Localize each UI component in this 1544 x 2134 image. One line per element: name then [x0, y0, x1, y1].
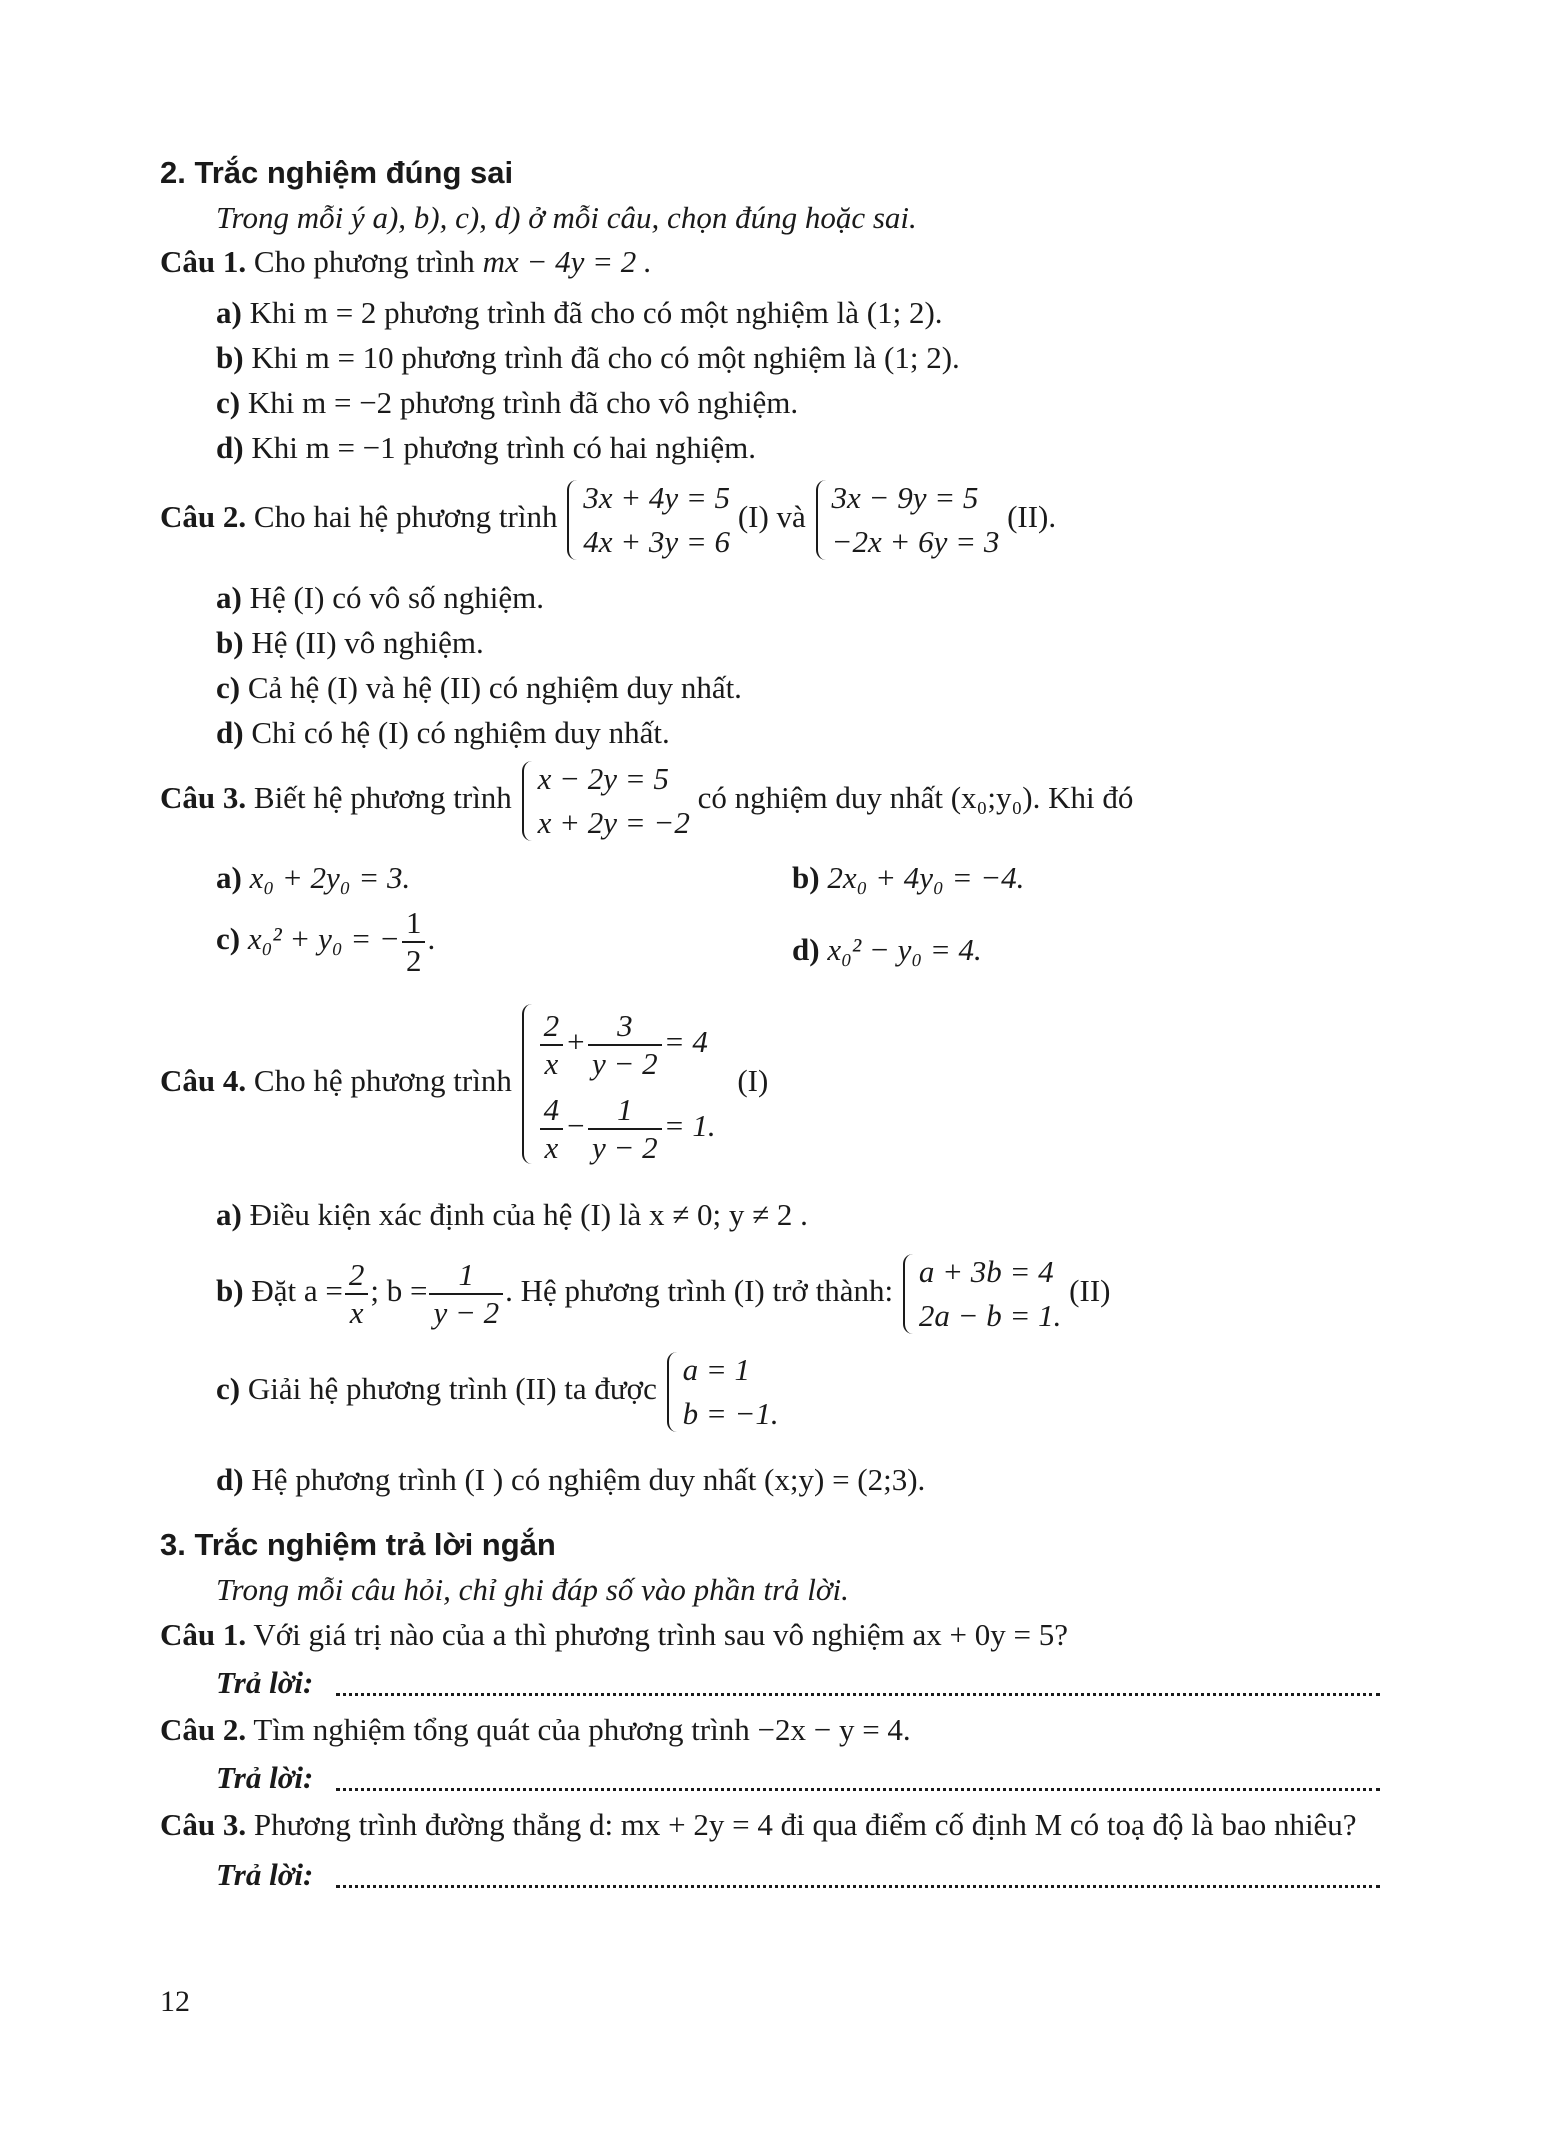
q2-label: Câu 2.: [160, 499, 247, 535]
option-text: x₀ + 2y₀ = 3.: [249, 860, 411, 895]
fraction-numerator: 4: [540, 1092, 564, 1130]
fraction-denominator: y − 2: [592, 1129, 658, 1165]
system-row: 2a − b = 1.: [918, 1298, 1062, 1333]
system-row: a = 1: [682, 1352, 751, 1387]
option-label: a): [216, 295, 242, 330]
option-text: Đặt a =: [251, 1273, 343, 1309]
fraction-denominator: y − 2: [433, 1295, 500, 1330]
fraction-numerator: 1: [402, 905, 426, 943]
option-label: a): [216, 860, 242, 895]
option-label: a): [216, 1197, 242, 1232]
s3-q2-answer-label: Trả lời:: [216, 1760, 314, 1795]
option-text: Khi m = 2 phương trình đã cho có một nghiệm là (1; 2).: [249, 295, 943, 330]
q2-option-b: [216, 623, 484, 663]
option-text: ; b =: [370, 1273, 428, 1309]
q4-system-row-1: [538, 1000, 716, 1084]
q4-tag: (I): [737, 1063, 769, 1099]
q2-option-c: [216, 668, 742, 708]
fraction-denominator: x: [544, 1045, 559, 1081]
q4-c-system: [665, 1348, 779, 1436]
option-text: 2x₀ + 4y₀ = −4.: [827, 860, 1025, 895]
q3-label: Câu 3.: [160, 780, 247, 816]
option-text: . Hệ phương trình (I) trở thành:: [505, 1273, 894, 1309]
fraction: [588, 1092, 662, 1166]
q4-system: [520, 1000, 716, 1168]
q1-option-c: [216, 383, 798, 423]
option-text: Cả hệ (I) và hệ (II) có nghiệm duy nhất.: [247, 670, 742, 705]
system-row: x + 2y = −2: [537, 805, 690, 840]
option-text: Hệ phương trình (I ) có nghiệm duy nhất (x;y) = (2;3).: [251, 1462, 926, 1497]
option-end: .: [427, 921, 436, 957]
q2-option-d: [216, 713, 670, 753]
option-text: Khi m = 10 phương trình đã cho có một nghiệm là (1; 2).: [251, 340, 960, 375]
option-label: d): [216, 715, 244, 750]
fraction: [540, 1008, 564, 1082]
option-label: c): [216, 921, 241, 957]
section-3-instruction: Trong mỗi câu hỏi, chỉ ghi đáp số vào phần trả lời.: [216, 1572, 849, 1607]
fraction-denominator: y − 2: [592, 1045, 658, 1081]
q2-system-1: [565, 476, 730, 564]
option-label: c): [216, 1371, 241, 1407]
q4-label: Câu 4.: [160, 1063, 247, 1099]
system-row: b = −1.: [682, 1396, 779, 1431]
question-text: Với giá trị nào của a thì phương trình sau vô nghiệm ax + 0y = 5?: [253, 1617, 1068, 1652]
fraction: [345, 1257, 369, 1331]
s3-q1-answer-line[interactable]: [336, 1693, 1380, 1696]
option-label: c): [216, 385, 241, 420]
question-label: Câu 2.: [160, 1712, 247, 1747]
page-number: 12: [160, 1985, 190, 2018]
q1-label: Câu 1.: [160, 244, 247, 279]
operator: −: [565, 1108, 586, 1143]
option-label: b): [216, 1273, 244, 1309]
s3-q1-answer-label: Trả lời:: [216, 1665, 314, 1700]
q3-c-fraction: [402, 905, 426, 979]
option-text: Khi m = −1 phương trình có hai nghiệm.: [251, 430, 757, 465]
option-label: b): [792, 860, 820, 895]
option-label: b): [216, 340, 244, 375]
system-row: 3x + 4y = 5: [583, 480, 731, 515]
q4-text: Cho hệ phương trình: [253, 1063, 512, 1099]
option-label: c): [216, 670, 241, 705]
s3-q2-answer-line[interactable]: [336, 1788, 1380, 1791]
fraction-denominator: 2: [405, 943, 422, 978]
question-label: Câu 1.: [160, 1617, 247, 1652]
system-row: 3x − 9y = 5: [831, 480, 979, 515]
s3-q3-answer-line[interactable]: [336, 1885, 1380, 1888]
option-label: b): [216, 625, 244, 660]
q2-option-a: [216, 578, 544, 618]
s3-q3-answer-label: Trả lời:: [216, 1857, 314, 1892]
section-3-title: 3. Trắc nghiệm trả lời ngắn: [160, 1527, 556, 1562]
operator: +: [565, 1024, 586, 1059]
option-text: Chỉ có hệ (I) có nghiệm duy nhất.: [251, 715, 670, 750]
fraction-denominator: x: [544, 1129, 559, 1165]
q4-stem: [160, 1000, 768, 1168]
q4-option-a: [216, 1195, 808, 1235]
option-text: x₀² − y₀ = 4.: [827, 932, 982, 967]
q1-equation: mx − 4y = 2 .: [482, 244, 652, 279]
q1-option-b: [216, 338, 960, 378]
option-text: Điều kiện xác định của hệ (I) là x ≠ 0; y ≠ 2 .: [249, 1197, 808, 1232]
q4-option-c: [216, 1348, 779, 1436]
option-text: Hệ (II) vô nghiệm.: [251, 625, 484, 660]
option-text: x₀² + y₀ = −: [247, 921, 400, 957]
q1-stem: [160, 242, 652, 282]
option-label: d): [216, 1462, 244, 1497]
q2-system-2-tag: (II).: [1007, 499, 1057, 535]
fraction: [429, 1257, 503, 1331]
question-label: Câu 3.: [160, 1807, 247, 1842]
q2-stem: [160, 476, 1056, 564]
q3-system: [520, 757, 690, 845]
question-text: Tìm nghiệm tổng quát của phương trình −2x − y = 4.: [253, 1712, 911, 1747]
q1-text: Cho phương trình: [253, 244, 475, 279]
s3-q2: [160, 1710, 911, 1750]
fraction-numerator: 2: [345, 1257, 369, 1295]
fraction-denominator: x: [349, 1295, 364, 1330]
option-text: Hệ (I) có vô số nghiệm.: [249, 580, 545, 615]
q3-option-b: [792, 858, 1024, 898]
fraction-numerator: 2: [540, 1008, 564, 1046]
q2-system-2: [814, 476, 1000, 564]
q4-b-system: [901, 1250, 1062, 1338]
q3-text: Biết hệ phương trình: [253, 780, 512, 816]
fraction-numerator: 1: [429, 1257, 503, 1295]
q3-stem: [160, 757, 1133, 845]
system-row: 4x + 3y = 6: [583, 524, 731, 559]
q3-option-c: [216, 905, 435, 979]
section-2-title: 2. Trắc nghiệm đúng sai: [160, 155, 514, 190]
q4-option-d: [216, 1460, 925, 1500]
q2-text: Cho hai hệ phương trình: [253, 499, 558, 535]
system-row: −2x + 6y = 3: [831, 524, 1000, 559]
q1-option-d: [216, 428, 756, 468]
fraction-numerator: 1: [588, 1092, 662, 1130]
q3-option-d: [792, 930, 982, 970]
q3-option-a: [216, 858, 410, 898]
fraction: [588, 1008, 662, 1082]
q3-after: có nghiệm duy nhất (x₀;y₀). Khi đó: [697, 780, 1134, 816]
q2-system-1-tag: (I) và: [737, 499, 806, 535]
option-text: Giải hệ phương trình (II) ta được: [247, 1371, 657, 1407]
option-text: Khi m = −2 phương trình đã cho vô nghiệm.: [247, 385, 799, 420]
s3-q1: [160, 1615, 1068, 1655]
question-text: Phương trình đường thẳng d: mx + 2y = 4 đi qua điểm cố định M có toạ độ là bao nhiêu?: [253, 1807, 1357, 1842]
q4-system-row-2: [538, 1084, 716, 1168]
fraction-numerator: 3: [588, 1008, 662, 1046]
equation-end: = 4: [663, 1024, 708, 1059]
equation-end: = 1.: [663, 1108, 716, 1143]
option-label: d): [216, 430, 244, 465]
q1-option-a: [216, 293, 943, 333]
option-label: d): [792, 932, 820, 967]
option-label: a): [216, 580, 242, 615]
system-row: a + 3b = 4: [918, 1254, 1054, 1289]
s3-q3: [160, 1805, 1357, 1845]
q4-b-tag: (II): [1069, 1273, 1111, 1309]
section-2-instruction: Trong mỗi ý a), b), c), d) ở mỗi câu, chọn đúng hoặc sai.: [216, 200, 917, 235]
system-row: x − 2y = 5: [537, 761, 669, 796]
q4-option-b: [216, 1250, 1110, 1338]
fraction: [540, 1092, 564, 1166]
